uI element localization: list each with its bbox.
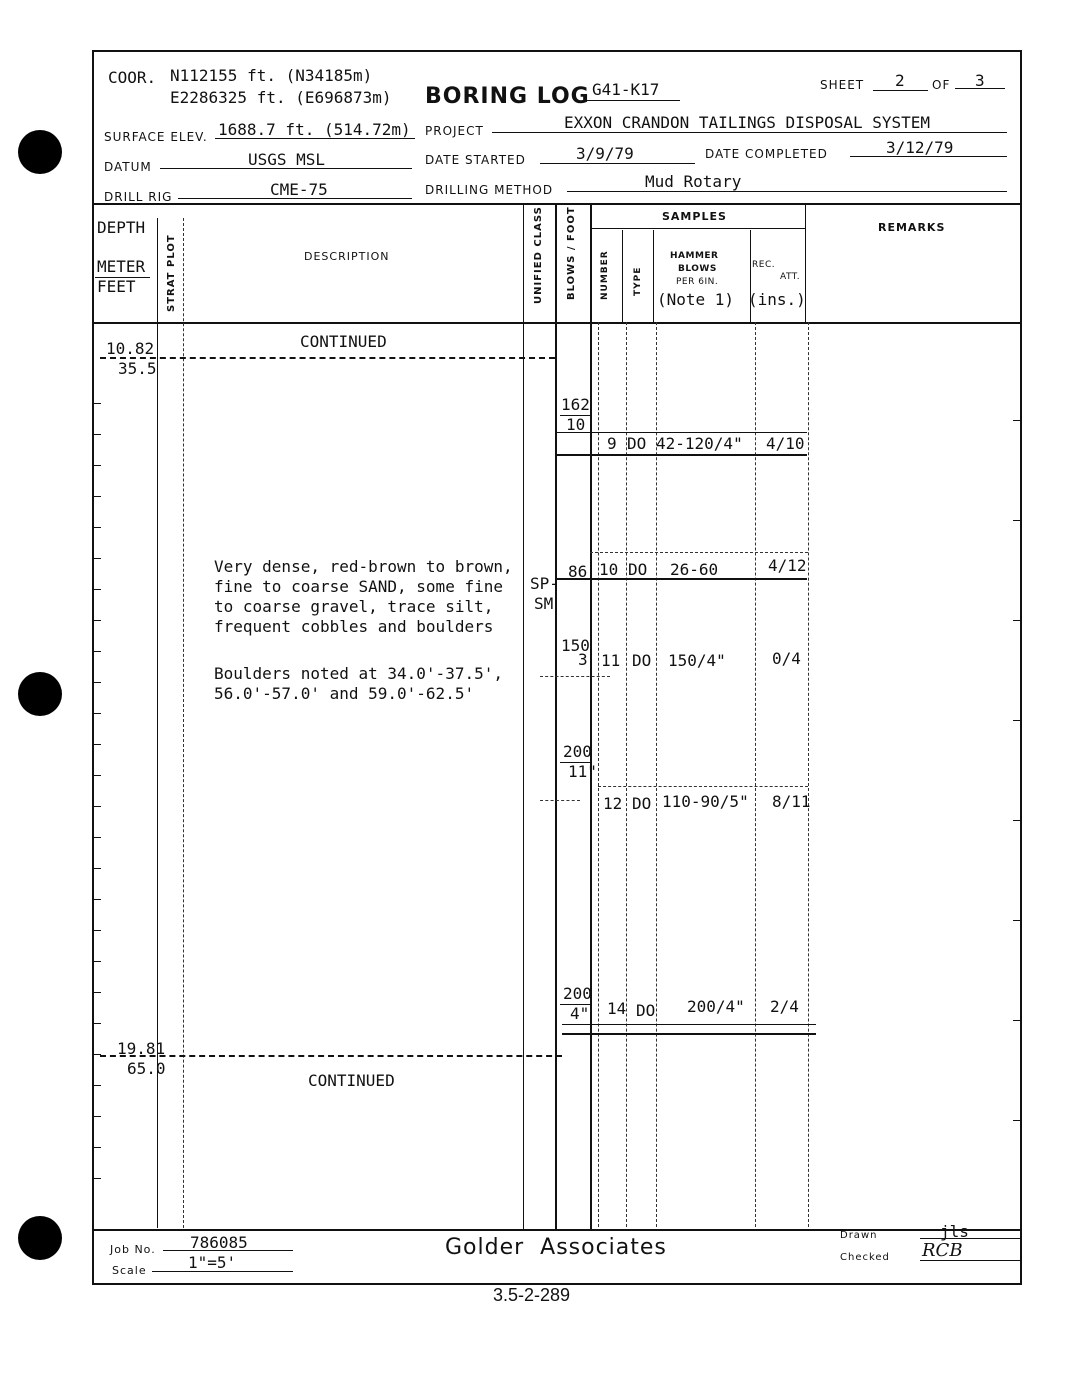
top-continued: CONTINUED	[300, 332, 387, 351]
blows-top-3: 150	[561, 636, 590, 655]
description-line-1: Very dense, red-brown to brown,	[214, 557, 513, 576]
sample-rec-2: 4/12	[768, 556, 807, 575]
drilling-method: Mud Rotary	[645, 172, 742, 191]
col-att: ATT.	[780, 272, 801, 282]
blows-top-5: 200	[563, 984, 592, 1003]
binder-hole-middle	[18, 672, 62, 716]
checked-by: RCB	[922, 1240, 963, 1261]
page-number: 3.5-2-289	[493, 1285, 571, 1305]
sample-number-5: 14	[607, 999, 627, 1018]
date-completed: 3/12/79	[886, 138, 954, 157]
unified-class-2: SM	[534, 594, 554, 613]
surface-elev-label: SURFACE ELEV.	[104, 130, 208, 144]
blows-bottom-1: 10	[566, 415, 586, 434]
coor-label: COOR.	[108, 68, 157, 87]
datum-label: DATUM	[104, 160, 152, 174]
col-feet: FEET	[97, 277, 136, 296]
blows-bottom-3: 3	[578, 650, 588, 669]
blows-top-4: 200	[563, 742, 592, 761]
blows-bottom-5: 4"	[570, 1004, 590, 1023]
sample-number-4: 12	[603, 794, 623, 813]
col-description: DESCRIPTION	[304, 250, 390, 263]
bottom-depth-meter: 19.81	[117, 1039, 166, 1058]
unified-class-1: SP-	[530, 574, 559, 593]
sample-type-4: DO	[632, 794, 652, 813]
project-label: PROJECT	[425, 124, 484, 138]
binder-hole-bottom	[18, 1216, 62, 1260]
datum: USGS MSL	[248, 150, 326, 169]
sample-number-2: 10	[599, 560, 619, 579]
col-number: NUMBER	[600, 250, 610, 300]
drilling-method-label: DRILLING METHOD	[425, 183, 554, 197]
top-depth-meter: 10.82	[106, 339, 155, 358]
col-depth: DEPTH	[97, 218, 146, 237]
col-strat-plot: STRAT PLOT	[166, 234, 177, 312]
surface-elev: 1688.7 ft. (514.72m)	[218, 120, 411, 139]
bottom-depth-feet: 65.0	[127, 1059, 166, 1078]
col-hammer-2: BLOWS	[678, 264, 717, 274]
drill-rig-label: DRILL RIG	[104, 190, 173, 204]
company-name: Golder Associates	[445, 1235, 667, 1260]
sample-hammer-2: 26-60	[670, 560, 719, 579]
date-started-label: DATE STARTED	[425, 153, 526, 167]
coor-east: E2286325 ft. (E696873m)	[170, 88, 392, 107]
scale-label: Scale	[112, 1264, 147, 1277]
boulder-line-2: 56.0'-57.0' and 59.0'-62.5'	[214, 684, 475, 703]
top-depth-feet: 35.5	[118, 359, 157, 378]
page-title: BORING LOG	[425, 84, 590, 109]
col-hammer-1: HAMMER	[670, 251, 719, 261]
sample-type-5: DO	[636, 1001, 656, 1020]
sample-rec-1: 4/10	[766, 434, 805, 453]
job-no: 786085	[190, 1233, 248, 1252]
sheet-total: 3	[975, 71, 985, 90]
of-label: OF	[932, 78, 951, 92]
sample-rec-4: 8/11	[772, 792, 811, 811]
boring-id: G41-K17	[592, 80, 660, 99]
date-completed-label: DATE COMPLETED	[705, 147, 828, 161]
sample-rec-3: 0/4	[772, 649, 801, 668]
sample-type-1: DO	[627, 434, 647, 453]
boulder-line-1: Boulders noted at 34.0'-37.5',	[214, 664, 503, 683]
sample-rec-5: 2/4	[770, 997, 799, 1016]
drawn-label: Drawn	[840, 1230, 878, 1241]
checked-label: Checked	[840, 1252, 890, 1263]
sample-hammer-1: 42-120/4"	[656, 434, 743, 453]
col-rec-units: (ins.)	[748, 290, 806, 309]
sample-type-2: DO	[628, 560, 648, 579]
sample-hammer-4: 110-90/5"	[662, 792, 749, 811]
drawn-by: jls	[940, 1222, 969, 1241]
sheet-label: SHEET	[820, 78, 865, 92]
bottom-continued: CONTINUED	[308, 1071, 395, 1090]
description-line-3: to coarse gravel, trace silt,	[214, 597, 494, 616]
date-started: 3/9/79	[576, 144, 634, 163]
blows-top-2: 86	[568, 562, 588, 581]
col-unified-class: UNIFIED CLASS	[533, 206, 544, 304]
coor-north: N112155 ft. (N34185m)	[170, 66, 373, 85]
job-no-label: Job No.	[110, 1243, 156, 1256]
col-type: TYPE	[633, 266, 643, 296]
blows-top-1: 162	[561, 395, 590, 414]
sample-type-3: DO	[632, 651, 652, 670]
blows-bottom-4: 11"	[568, 762, 597, 781]
col-hammer-3: PER 6IN.	[676, 277, 719, 287]
col-samples: SAMPLES	[662, 210, 727, 223]
col-remarks: REMARKS	[878, 221, 946, 234]
drill-rig: CME-75	[270, 180, 328, 199]
sample-hammer-3: 150/4"	[668, 651, 726, 670]
scale: 1"=5'	[188, 1253, 237, 1272]
col-blows-foot: BLOWS / FOOT	[566, 206, 577, 300]
description-line-4: frequent cobbles and boulders	[214, 617, 494, 636]
sample-hammer-5: 200/4"	[687, 997, 745, 1016]
sample-number-3: 11	[601, 651, 621, 670]
col-rec: REC.	[752, 260, 776, 270]
binder-hole-top	[18, 130, 62, 174]
project: EXXON CRANDON TAILINGS DISPOSAL SYSTEM	[564, 113, 931, 132]
sheet-number: 2	[895, 71, 905, 90]
description-line-2: fine to coarse SAND, some fine	[214, 577, 503, 596]
col-meter: METER	[97, 257, 146, 276]
col-hammer-note: (Note 1)	[657, 290, 735, 309]
sample-number-1: 9	[607, 434, 617, 453]
